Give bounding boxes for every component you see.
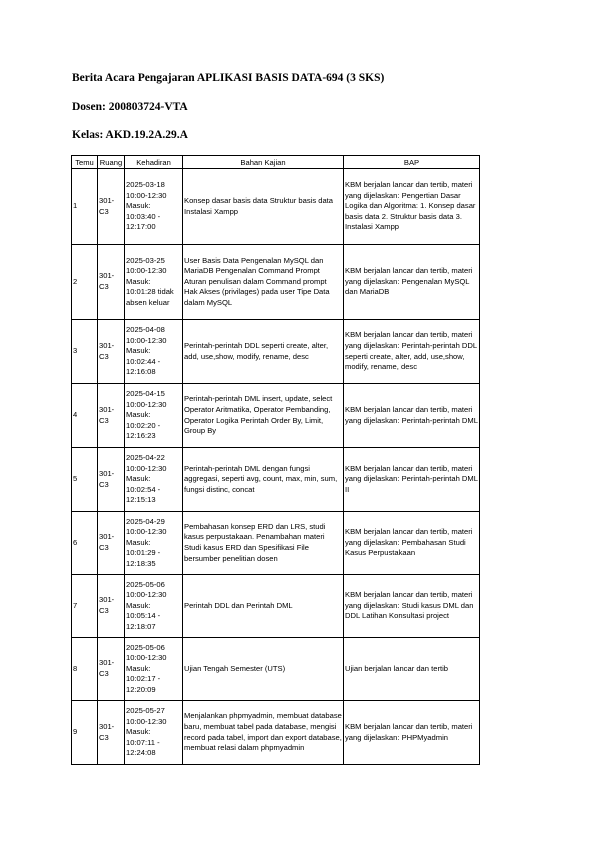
document-title: Berita Acara Pengajaran APLIKASI BASIS DATA-694 (3 SKS) — [72, 72, 385, 84]
cell-kehadiran: 2025-05-06 10:00-12:30 Masuk: 10:02:17 - 12:20:09 — [125, 638, 183, 701]
table-row — [72, 245, 480, 320]
table-row — [72, 320, 480, 384]
cell-bap: KBM berjalan lancar dan tertib, materi yang dijelaskan: Perintah-perintah DML II — [344, 448, 480, 512]
cell-bahan-kajian: Perintah DDL dan Perintah DML — [183, 575, 344, 638]
cell-kehadiran: 2025-04-15 10:00-12:30 Masuk: 10:02:20 - 12:16:23 — [125, 384, 183, 448]
table-header-row — [72, 156, 480, 169]
cell-temu: 2 — [72, 245, 98, 320]
cell-bap: KBM berjalan lancar dan tertib, materi yang dijelaskan: Studi kasus DML dan DDL Latihan Konsultasi project — [344, 575, 480, 638]
cell-bahan-kajian: Perintah-perintah DDL seperti create, alter, add, use,show, modify, rename, desc — [183, 320, 344, 384]
cell-ruang: 301-C3 — [98, 638, 125, 701]
table-row — [72, 575, 480, 638]
cell-kehadiran: 2025-04-22 10:00-12:30 Masuk: 10:02:54 - 12:15:13 — [125, 448, 183, 512]
cell-bahan-kajian: Perintah-perintah DML dengan fungsi aggregasi, seperti avg, count, max, min, sum, fungsi distinc, concat — [183, 448, 344, 512]
cell-temu: 4 — [72, 384, 98, 448]
header-bahan-kajian: Bahan Kajian — [183, 156, 344, 169]
cell-ruang: 301-C3 — [98, 320, 125, 384]
cell-kehadiran: 2025-03-25 10:00-12:30 Masuk: 10:01:28 tidak absen keluar — [125, 245, 183, 320]
cell-ruang: 301-C3 — [98, 384, 125, 448]
cell-temu: 8 — [72, 638, 98, 701]
cell-ruang: 301-C3 — [98, 245, 125, 320]
cell-temu: 6 — [72, 512, 98, 575]
cell-ruang: 301-C3 — [98, 512, 125, 575]
cell-kehadiran: 2025-03-18 10:00-12:30 Masuk: 10:03:40 - 12:17:00 — [125, 169, 183, 245]
cell-bahan-kajian: Ujian Tengah Semester (UTS) — [183, 638, 344, 701]
cell-temu: 5 — [72, 448, 98, 512]
cell-kehadiran: 2025-04-08 10:00-12:30 Masuk: 10:02:44 - 12:16:08 — [125, 320, 183, 384]
cell-bahan-kajian: Pembahasan konsep ERD dan LRS, studi kasus perpustakaan. Penambahan materi Studi kasus ERD dan Spesifikasi File bersumber penelitian dosen — [183, 512, 344, 575]
cell-bap: KBM berjalan lancar dan tertib, materi yang dijelaskan: Perintah-perintah DDL seperti create, alter, add, use,show, modify, rename, desc — [344, 320, 480, 384]
cell-kehadiran: 2025-05-06 10:00-12:30 Masuk: 10:05:14 - 12:18:07 — [125, 575, 183, 638]
table-row — [72, 448, 480, 512]
cell-bap: KBM berjalan lancar dan tertib, materi yang dijelaskan: Pengenalan MySQL dan MariaDB — [344, 245, 480, 320]
header-ruang: Ruang — [98, 156, 125, 169]
header-kehadiran: Kehadiran — [125, 156, 183, 169]
cell-bahan-kajian: Menjalankan phpmyadmin, membuat database baru, membuat tabel pada database, mengisi record pada tabel, import dan export database, membuat relasi dalam phpmyadmin — [183, 701, 344, 765]
cell-bap: KBM berjalan lancar dan tertib, materi yang dijelaskan: PHPMyadmin — [344, 701, 480, 765]
table-row — [72, 384, 480, 448]
header-temu: Temu — [72, 156, 98, 169]
cell-temu: 1 — [72, 169, 98, 245]
cell-kehadiran: 2025-04-29 10:00-12:30 Masuk: 10:01:29 - 12:18:35 — [125, 512, 183, 575]
cell-temu: 9 — [72, 701, 98, 765]
table-row — [72, 638, 480, 701]
cell-kehadiran: 2025-05-27 10:00-12:30 Masuk: 10:07:11 - 12:24:08 — [125, 701, 183, 765]
table-row — [72, 701, 480, 765]
teaching-record-table — [71, 155, 480, 765]
lecturer-line: Dosen: 200803724-VTA — [72, 101, 188, 113]
cell-bap: Ujian berjalan lancar dan tertib — [344, 638, 480, 701]
cell-ruang: 301-C3 — [98, 701, 125, 765]
cell-bap: KBM berjalan lancar dan tertib, materi yang dijelaskan: Perintah-perintah DML — [344, 384, 480, 448]
table-row — [72, 169, 480, 245]
cell-ruang: 301-C3 — [98, 575, 125, 638]
cell-bap: KBM berjalan lancar dan tertib, materi yang dijelaskan: Pembahasan Studi Kasus Perpustakaan — [344, 512, 480, 575]
header-bap: BAP — [344, 156, 480, 169]
cell-temu: 3 — [72, 320, 98, 384]
cell-ruang: 301-C3 — [98, 448, 125, 512]
table-row — [72, 512, 480, 575]
cell-bap: KBM berjalan lancar dan tertib, materi yang dijelaskan: Pengertian Dasar Logika dan Algoritma: 1. Konsep dasar basis data 2. Struktur basis data 3. Instalasi Xampp — [344, 169, 480, 245]
cell-bahan-kajian: User Basis Data Pengenalan MySQL dan MariaDB Pengenalan Command Prompt Aturan penulisan dalam Command prompt Hak Akses (privilages) pada user Tipe Data dalam MySQL — [183, 245, 344, 320]
cell-bahan-kajian: Konsep dasar basis data Struktur basis data Instalasi Xampp — [183, 169, 344, 245]
cell-ruang: 301-C3 — [98, 169, 125, 245]
cell-temu: 7 — [72, 575, 98, 638]
cell-bahan-kajian: Perintah-perintah DML insert, update, select Operator Aritmatika, Operator Pembanding, Operator Logika Perintah Order By, Limit, Group By — [183, 384, 344, 448]
class-line: Kelas: AKD.19.2A.29.A — [72, 129, 188, 141]
